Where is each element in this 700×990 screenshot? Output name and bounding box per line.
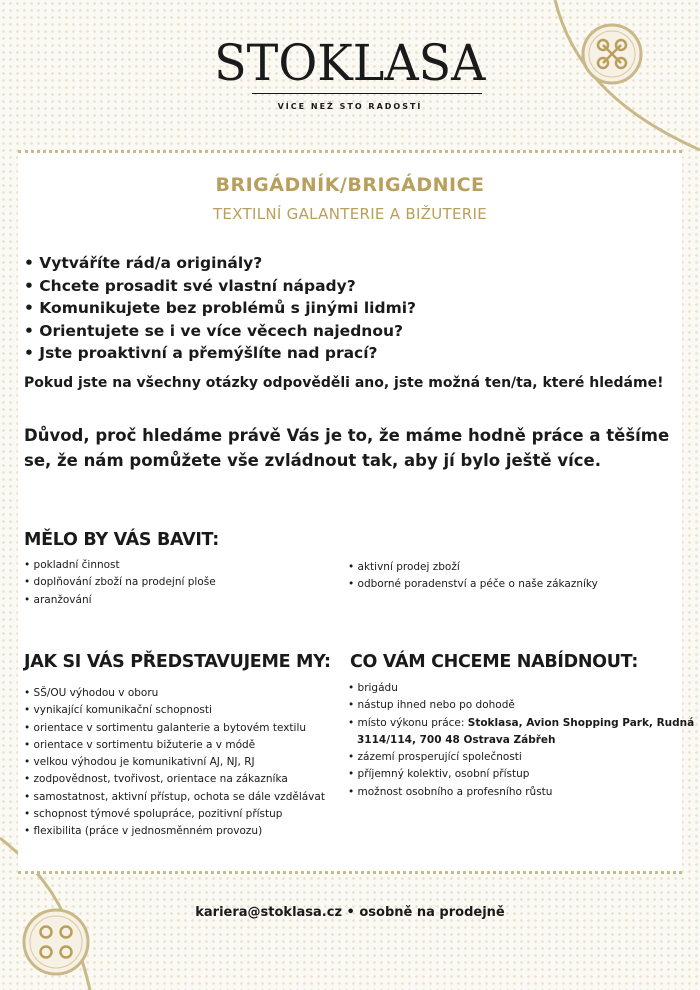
- list-item: • příjemný kolektiv, osobní přístup: [348, 768, 530, 781]
- fun-list-left: [24, 557, 216, 609]
- job-title: BRIGÁDNÍK/BRIGÁDNICE: [215, 174, 485, 196]
- question-item: • Orientujete se i ve více věcech najednou?: [24, 321, 404, 340]
- workplace-label: • místo výkonu práce:: [348, 716, 468, 729]
- list-item: • doplňování zboží na prodejní ploše: [24, 576, 216, 589]
- job-subtitle: TEXTILNÍ GALANTERIE A BIŽUTERIE: [212, 205, 488, 223]
- logo-divider: [252, 93, 482, 94]
- answer-text: Pokud jste na všechny otázky odpověděli ano, jste možná ten/ta, které hledáme!: [24, 375, 664, 391]
- list-item: • nástup ihned nebo po dohodě: [348, 699, 515, 712]
- list-item: • zodpovědnost, tvořivost, orientace na zákazníka: [24, 773, 288, 786]
- list-item: • schopnost týmové spolupráce, pozitivní přístup: [24, 808, 283, 821]
- requirements-list: [24, 685, 325, 841]
- requirements-heading: JAK SI VÁS PŘEDSTAVUJEME MY:: [24, 652, 331, 672]
- logo-tagline: VÍCE NEŽ STO RADOSTÍ: [277, 102, 423, 111]
- question-item: • Chcete prosadit své vlastní nápady?: [24, 276, 356, 295]
- list-item: • aranžování: [24, 593, 92, 606]
- contact-line[interactable]: kariera@stoklasa.cz • osobně na prodejně: [195, 905, 505, 920]
- logo: [0, 34, 700, 111]
- workplace-address: Stoklasa, Avion Shopping Park, Rudná: [467, 716, 695, 729]
- list-item: • SŠ/OU výhodou v oboru: [24, 687, 159, 699]
- offer-list: [348, 680, 694, 801]
- question-item: • Jste proaktivní a přemýšlíte nad prací?: [24, 344, 378, 362]
- list-item: • orientace v sortimentu galanterie a bytovém textilu: [24, 721, 307, 734]
- list-item: • samostatnost, aktivní přístup, ochota se dále vzdělávat: [24, 790, 325, 803]
- question-list: [24, 252, 416, 365]
- list-item: • pokladní činnost: [24, 559, 120, 571]
- question-item: • Komunikujete bez problémů s jinými lidmi?: [24, 299, 417, 317]
- list-item: • velkou výhodou je komunikativní AJ, NJ, RJ: [24, 756, 255, 769]
- list-item: • vynikající komunikační schopnosti: [24, 704, 212, 717]
- question-item: • Vytváříte rád/a originály?: [24, 254, 263, 272]
- list-item: [348, 715, 694, 732]
- fun-list-right: [348, 559, 598, 594]
- reason-text: Důvod, proč hledáme právě Vás je to, že máme hodně práce a těšíme se, že nám pomůžete vše zvládnout tak, aby jí bylo ještě více.: [24, 426, 670, 470]
- list-item: • aktivní prodej zboží: [348, 561, 460, 573]
- logo-wordmark: STOKLASA: [214, 34, 486, 92]
- list-item: • flexibilita (práce v jednosměnném provozu): [24, 825, 263, 838]
- workplace-address-continued: 3114/114, 700 48 Ostrava Zábřeh: [357, 733, 556, 746]
- list-item: • zázemí prosperující společnosti: [348, 751, 522, 764]
- list-item: • brigádu: [348, 682, 398, 694]
- list-item: • odborné poradenství a péče o naše zákazníky: [348, 578, 598, 591]
- fun-heading: MĚLO BY VÁS BAVIT:: [24, 530, 219, 550]
- list-item: • možnost osobního a profesního růstu: [348, 785, 553, 798]
- offer-heading: CO VÁM CHCEME NABÍDNOUT:: [350, 652, 639, 672]
- list-item: • orientace v sortimentu bižuterie a v módě: [24, 738, 256, 751]
